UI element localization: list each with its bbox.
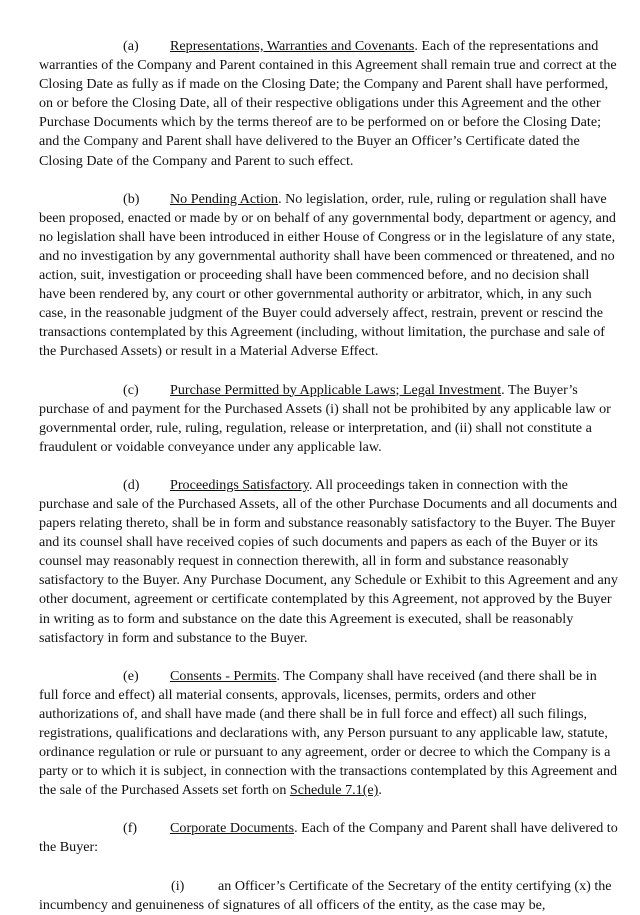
section-label: (e) xyxy=(123,667,139,684)
section-body: . The Buyer’s purchase of and payment for the Purchased Assets (i) shall not be prohibited by any applicable law or governmental order, rule, ruling, regulation, release or interpretation, and (ii) shall not constitute a fraudulent or voidable conveyance under any applicable law. xyxy=(39,381,611,455)
section-label: (a) xyxy=(123,38,139,54)
section-body: . No legislation, order, rule, ruling or regulation shall have been proposed, enacted or made by or on behalf of any governmental body, department or agency, and no legislation shall have been introduced in either House of Congress or in the legislature of any state, and no investigation by any governmental authority shall have been commenced or threatened, and no action, suit, investigation or proceeding shall have been commenced before, and no decision shall have been rendered by, any court or other governmental authority or arbitrator, which, in any such case, in the reasonable judgment of the Buyer could adversely affect, restrain, prevent or rescind the transactions contemplated by this Agreement (including, without limitation, the purchase and sale of the Purchased Assets) or result in a Material Adverse Effect. xyxy=(39,190,616,360)
section-title: Consents - Permits xyxy=(170,667,277,684)
section-c xyxy=(39,381,619,457)
subitem-label: (i) xyxy=(171,877,185,894)
section-title: Representations, Warranties and Covenants xyxy=(170,38,415,54)
section-tail: . xyxy=(378,782,382,799)
section-e xyxy=(39,667,619,801)
section-body: . The Company shall have received (and there shall be in full force and effect) all material consents, approvals, licenses, permits, orders and other authorizations of, and shall have made (and there shall be in full force and effect) all such filings, registrations, qualifications and declarations with, any Person pursuant to any applicable law, statute, ordinance regulation or rule or pursuant to any agreement, order or decree to which the Company is a party or to which it is subject, in connection with the transactions contemplated by this Agreement and the sale of the Purchased Assets set forth on xyxy=(39,667,618,799)
section-label: (b) xyxy=(123,190,140,207)
section-title: Purchase Permitted by Applicable Laws; Legal Investment xyxy=(170,381,502,398)
subitem-i xyxy=(39,877,619,915)
section-a xyxy=(39,37,619,171)
subitem-body: an Officer’s Certificate of the Secretary of the entity certifying (x) the incumbency and genuineness of signatures of all officers of the entity, as the case may be, xyxy=(39,877,612,913)
section-title: No Pending Action xyxy=(170,190,279,207)
section-body: . All proceedings taken in connection with the purchase and sale of the Purchased Assets, all of the other Purchase Documents and all documents and papers relating thereto, shall be in form and substance reasonably satisfactory to the Buyer. The Buyer and its counsel shall have received copies of such documents and papers as each of the Buyer or its counsel may reasonably request in connection therewith, all in form and substance reasonably satisfactory to the Buyer. Any Purchase Document, any Schedule or Exhibit to this Agreement and any other document, agreement or certificate contemplated by this Agreement, not approved by the Buyer in writing as to form and substance on the date this Agreement is executed, shall be reasonably satisfactory in form and substance to the Buyer. xyxy=(39,476,618,646)
document-page xyxy=(39,37,619,915)
section-label: (f) xyxy=(123,820,138,837)
section-title: Corporate Documents xyxy=(170,820,295,837)
schedule-reference: Schedule 7.1(e) xyxy=(289,782,379,799)
section-label: (c) xyxy=(123,381,139,398)
section-title: Proceedings Satisfactory xyxy=(170,476,309,493)
section-f xyxy=(39,819,619,857)
section-d xyxy=(39,476,619,648)
section-b xyxy=(39,190,619,362)
section-label: (d) xyxy=(123,476,140,493)
section-body: . Each of the representations and warranties of the Company and Parent contained in this Agreement shall remain true and correct at the Closing Date as fully as if made on the Closing Date; the Company and Parent shall have performed, on or before the Closing Date, all of their respective obligations under this Agreement and the other Purchase Documents which by the terms thereof are to be performed on or before the Closing Date; and the Company and Parent shall have delivered to the Buyer an Officer’s Certificate dated the Closing Date of the Company and Parent to such effect. xyxy=(39,38,617,169)
section-body: . Each of the Company and Parent shall have delivered to the Buyer: xyxy=(39,820,618,856)
